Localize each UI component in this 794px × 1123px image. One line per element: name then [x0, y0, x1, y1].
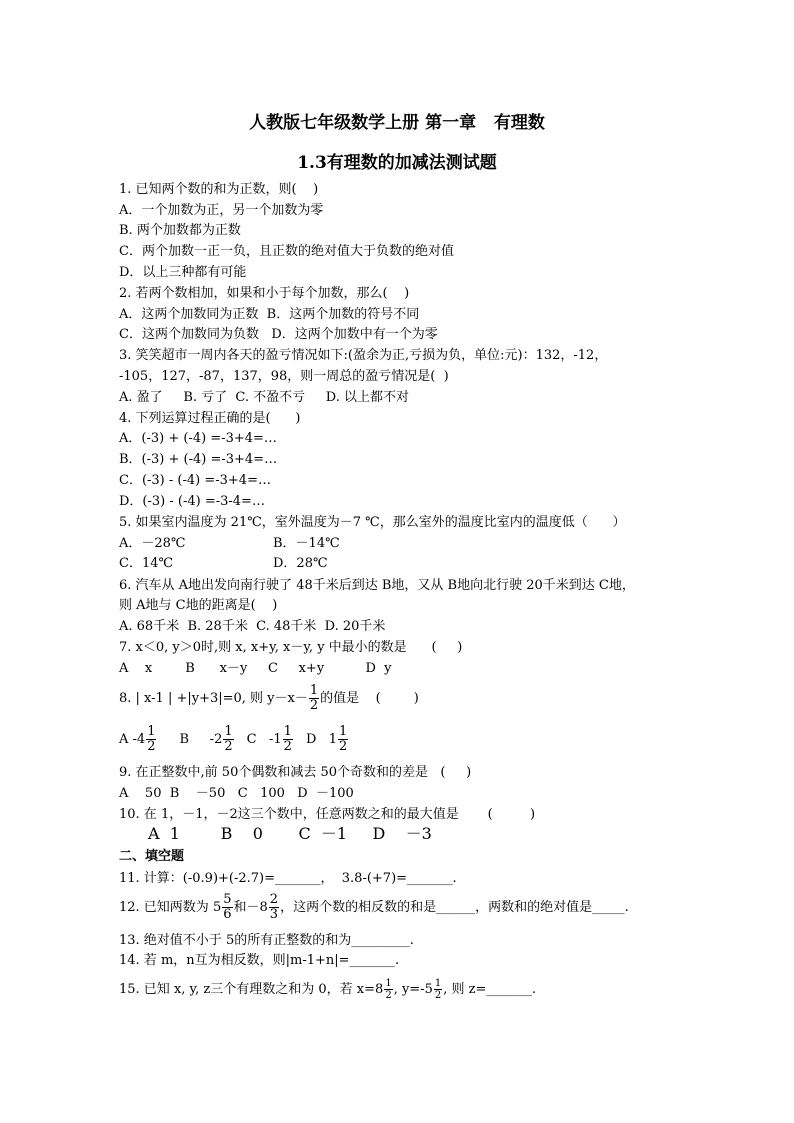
question-8-stem-post: 的值是 ( )	[320, 691, 419, 706]
fraction-numerator: 2	[269, 892, 279, 907]
question-4-option-c: C．(-3) - (-4) =-3+4=…	[119, 473, 271, 488]
question-9-options: A 50 B －50 C 100 D －100	[119, 786, 354, 801]
mixed-fraction-c	[283, 725, 293, 754]
mixed-fraction-a	[146, 725, 156, 754]
question-8-stem-pre: 8. | x-1 | +|y+3|=0, 则 y－x－	[119, 691, 308, 706]
question-4-option-b: B．(-3) + (-4) =-3+4=…	[119, 452, 278, 467]
question-10-stem: 10. 在 1，－1，－2这三个数中，任意两数之和的最大值是 ( )	[119, 807, 536, 822]
question-2-stem: 2. 若两个数相加，如果和小于每个加数，那么( )	[119, 286, 410, 301]
question-1-stem: 1. 已知两个数的和为正数，则( )	[119, 182, 319, 197]
fraction-denominator: 2	[434, 990, 442, 1001]
question-5-option-c: C．14℃	[119, 556, 174, 571]
question-15-mid: , y=-5	[393, 982, 433, 997]
question-15-post: , 则 z=_______.	[443, 982, 537, 997]
question-3-stem-line1: 3. 笑笑超市一周内各天的盈亏情况如下:(盈余为正,亏损为负，单位:元)：132，-12，	[119, 348, 608, 363]
question-7-options: A x B x－y C x+y D y	[119, 661, 392, 676]
question-14: 14. 若 m，n互为相反数，则|m-1+n|=_______.	[119, 953, 400, 968]
question-2-options-ab: A．这两个加数同为正数 B．这两个加数的符号不同	[119, 307, 420, 322]
question-3-options: A. 盈了 B. 亏了 C. 不盈不亏 D. 以上都不对	[119, 390, 410, 405]
fraction-denominator: 2	[283, 739, 292, 754]
question-1-option-a: A．一个加数为正，另一个加数为零	[119, 203, 324, 218]
question-4-option-a: A．(-3) + (-4) =-3+4=…	[119, 431, 277, 446]
question-11: 11. 计算：(-0.9)+(-2.7)=_______， 3.8-(+7)=_______.	[119, 871, 457, 886]
question-15	[119, 975, 536, 1005]
document-subtitle: 1.3有理数的加减法测试题	[297, 153, 497, 173]
question-13: 13. 绝对值不小于 5的所有正整数的和为_________.	[119, 933, 414, 948]
mixed-fraction-d	[338, 725, 348, 754]
question-7-stem: 7. x＜0, y＞0时,则 x, x+y, x－y, y 中最小的数是 ( )	[119, 640, 463, 655]
fraction-numerator: 1	[434, 978, 442, 989]
mixed-fraction-b	[223, 725, 233, 754]
question-6-stem-line2: 则 A地与 C地的距离是( )	[119, 598, 278, 613]
question-12	[119, 890, 629, 926]
question-4-option-d: D．(-3) - (-4) =-3-4=…	[119, 494, 265, 509]
fraction-numerator: 1	[339, 724, 348, 739]
fraction-denominator: 2	[385, 990, 392, 1001]
question-4-stem: 4. 下列运算过程正确的是( )	[119, 411, 301, 426]
question-2-options-cd: C．这两个加数同为负数 D．这两个加数中有一个为零	[119, 327, 438, 342]
question-6-options: A. 68千米 B. 28千米 C. 48千米 D. 20千米	[119, 619, 386, 634]
section-heading-fill-in: 二、填空题	[119, 849, 185, 864]
fraction-numerator: 1	[147, 724, 156, 739]
question-5-option-a: A．－28℃	[119, 536, 186, 551]
question-5-option-b: B．－14℃	[273, 536, 340, 551]
question-8-stem	[119, 682, 419, 716]
question-8-option-c: C -1	[246, 732, 282, 747]
fraction-numerator: 1	[309, 683, 319, 698]
question-12-mid: 和－8	[233, 900, 268, 915]
fraction-x-half	[384, 978, 392, 1001]
document-title: 人教版七年级数学上册 第一章 有理数	[249, 113, 545, 133]
fraction-numerator: 1	[385, 978, 392, 989]
question-12-pre: 12. 已知两数为 5	[119, 900, 222, 915]
question-6-stem-line1: 6. 汽车从 A地出发向南行驶了 48千米后到达 B地，又从 B地向北行驶 20千米到达 C地，	[119, 578, 635, 593]
question-10-options: A 1 B 0 C －1 D －3	[148, 824, 432, 843]
question-5-option-d: D．28℃	[273, 556, 328, 571]
question-8-option-d: D 1	[305, 732, 338, 747]
question-12-post: ，这两个数的相反数的和是______，两数和的绝对值是_____.	[280, 900, 629, 915]
fraction-denominator: 2	[224, 739, 233, 754]
fraction-denominator: 6	[223, 907, 232, 922]
question-3-stem-line2: -105，127，-87，137，98，则一周总的盈亏情况是( )	[119, 369, 449, 384]
fraction-numerator: 1	[224, 724, 233, 739]
question-8-options	[119, 722, 349, 758]
fraction-five-sixths	[222, 893, 232, 922]
fraction-two-thirds	[269, 893, 279, 922]
half-fraction	[309, 684, 319, 713]
question-15-pre: 15. 已知 x, y, z三个有理数之和为 0，若 x=8	[119, 982, 384, 997]
fraction-denominator: 3	[269, 907, 279, 922]
fraction-denominator: 2	[339, 739, 348, 754]
question-9-stem: 9. 在正整数中,前 50个偶数和减去 50个奇数和的差是 ( )	[119, 765, 472, 780]
question-1-option-b: B. 两个加数都为正数	[119, 223, 241, 238]
fraction-numerator: 5	[223, 892, 232, 907]
question-1-option-d: D．以上三种都有可能	[119, 265, 247, 280]
fraction-numerator: 1	[283, 724, 292, 739]
question-1-option-c: C．两个加数一正一负，且正数的绝对值大于负数的绝对值	[119, 244, 454, 259]
question-8-option-b: B -2	[179, 732, 223, 747]
fraction-denominator: 2	[147, 739, 156, 754]
fraction-denominator: 2	[309, 698, 319, 713]
question-8-option-a: A -4	[119, 732, 146, 747]
fraction-y-half	[434, 978, 442, 1001]
question-5-stem: 5. 如果室内温度为 21℃，室外温度为－7 ℃，那么室外的温度比室内的温度低（ ）	[119, 515, 626, 530]
